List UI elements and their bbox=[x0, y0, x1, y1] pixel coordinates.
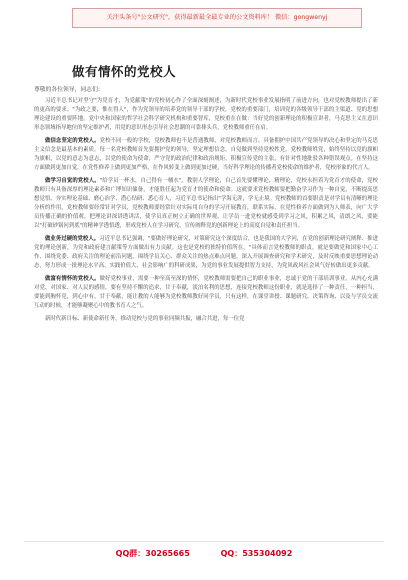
paragraph bbox=[34, 177, 378, 231]
top-banner: 关注头条号"公文研究"，获得最新最全最专业的公文资料库！ 微信：gongwenyj bbox=[72, 8, 362, 28]
qq-number: QQ：535304092 bbox=[220, 549, 293, 558]
page-title: 做有情怀的党校人 bbox=[72, 64, 177, 79]
paragraph bbox=[34, 97, 378, 133]
paragraph bbox=[34, 315, 378, 324]
footer-divider bbox=[24, 541, 384, 542]
footer bbox=[0, 548, 408, 559]
qq-group-number: QQ群：30265665 bbox=[115, 549, 190, 558]
paragraph-text: 新时代新目标、新使命新任务，推动党校与党的事业同频共振，融合共进，每一位党 bbox=[45, 316, 245, 322]
paragraph-text: 习近平总书记对坚守"为党育才，为党献策"的党校初心作了全面深刻阐述，为新时代党校事业发展指明了前进方向，也对党校教师提出了新的更高的要求。"为政之要，惟在得人"，作为党领导的培养党的领导干部的学校，党校的重要部门，培训党的各级领导干部的主渠道、党的思想理论建设的重要阵地，党中央和国家的哲学社会科学研究机构和重要智库，党校重在在做：当好党的创新理论的积极宣讲者，马克思主义在意识形态领域指导地位的坚定维护者，用党的意识形态引导社会思潮的可靠排头兵，党校教师重任在肩。 bbox=[34, 98, 378, 131]
paragraph-text: 习近平总书记强调，"要做好理论研究，对策研究这个深度结合，也是我国的大学问，在党的创新理论研究阐释、推进党的理论创新，为党和政府建言献策等方面做出有力贡献。这也是党校的独特价值所在。"具体而言党校教师的职责，就是要做党和国家中心工作、围绕党委、政府关注的理论前沿问题，围绕学员关心、群众关注的热点难点问题，深入开展调查研究和学术研究，及时反映重要思想理论动态，努力形成一批理论水平高、实践价值大、社会影响广的科研成果，为党的事业发展提供智力支持，为党风政风社会风气好转做出更多贡献。 bbox=[34, 236, 378, 269]
paragraph bbox=[34, 275, 378, 311]
document-body bbox=[34, 86, 378, 328]
paragraph-lead: 做学习自觉的党校人。 bbox=[45, 178, 100, 184]
paragraph-text: "给学员一杯水，自己得有一桶水"，教别人学理论，自己首先要懂理论，精理论，党校永担着为党育才的使命，党校教师只有具备深厚的理论素养和广博知识储备，才能胜任起为党育才的使命和使命。这就要求党校教师要把勤奋学习作为一种自觉，不断提高思想觉悟、夯实理论基础、磨心治学、潜心钻研、悉心育人，习近平总书记指出"学海无涯，学无止境。党校教师的首要职责是对学员有清晰的理论分析的作用，党校教师要经常针对学员，党校教师要经常针对实际用自身的学习开展教育，联系实际，在党性修养方面做到为人师表，向广大学员传播正确的价值观，把理论讲深讲透讲活，使学员真正树立正确的世界观，让学员一进党校就感受到学习之风，积累之风，清朗之风，要能以"打破砂锅问到底"的精神学透悟透，形成党校人在学习研究，宣传阐释党的创新理论上的高度自觉和责任担当。 bbox=[34, 178, 378, 229]
paragraph bbox=[34, 235, 378, 271]
paragraph-text: 做好党校事业，需要一种至高至深的情怀，党校教师需要把自己的职业事业，忠诚于党的干部培训事业，从内心充满对党、对国家、对人民的感情，要有坚持不懈的追求，甘于奉献，淡泊名利的思想，连接党校教师这份职业，就是选择了一种责任，一种担当，要能到胸怀党，到心中有，甘于奉献，能让教的人能够为党校教师教好同学员，只有这样，在课堂讲授、课题研究、决策咨询、以及与学员交流互动的时候，才能够凝聚心中的教书育人之气。 bbox=[34, 276, 378, 309]
paragraph bbox=[34, 137, 378, 173]
salutation: 尊敬的各位领导，同志们： bbox=[34, 87, 104, 93]
paragraph-lead: 做信念坚定的党校人。 bbox=[45, 138, 100, 144]
paragraph-lead: 做富有情怀的党校人。 bbox=[45, 276, 100, 282]
paragraph-lead: 做业务过硬的党校人。 bbox=[45, 236, 100, 242]
paragraph-text: 党校不同一般的学校，党校教师也不是普通教师，对党校教师而言，具备拥护中国共产党领导的决心和坚定的马克思主义信念是最基本的素质。每一名党校教师首先要拥护党的领导，坚定理想信念，自觉做到坚持党校姓党。党校教师姓党，始终坚持以党的旗帜为旗帜，以党的意志为意志，以党的使命为使命，严守党的政治纪律和政治规矩，积极宣传党的主张，有针对性地批驳各种错误观点。在坚持这方面做到更加自觉，在党性修养上做到更加严格，在作风转变上做到更加过硬，当好科学理论的传播者党校使命的维护者，党校形象的代言人。 bbox=[34, 138, 378, 171]
